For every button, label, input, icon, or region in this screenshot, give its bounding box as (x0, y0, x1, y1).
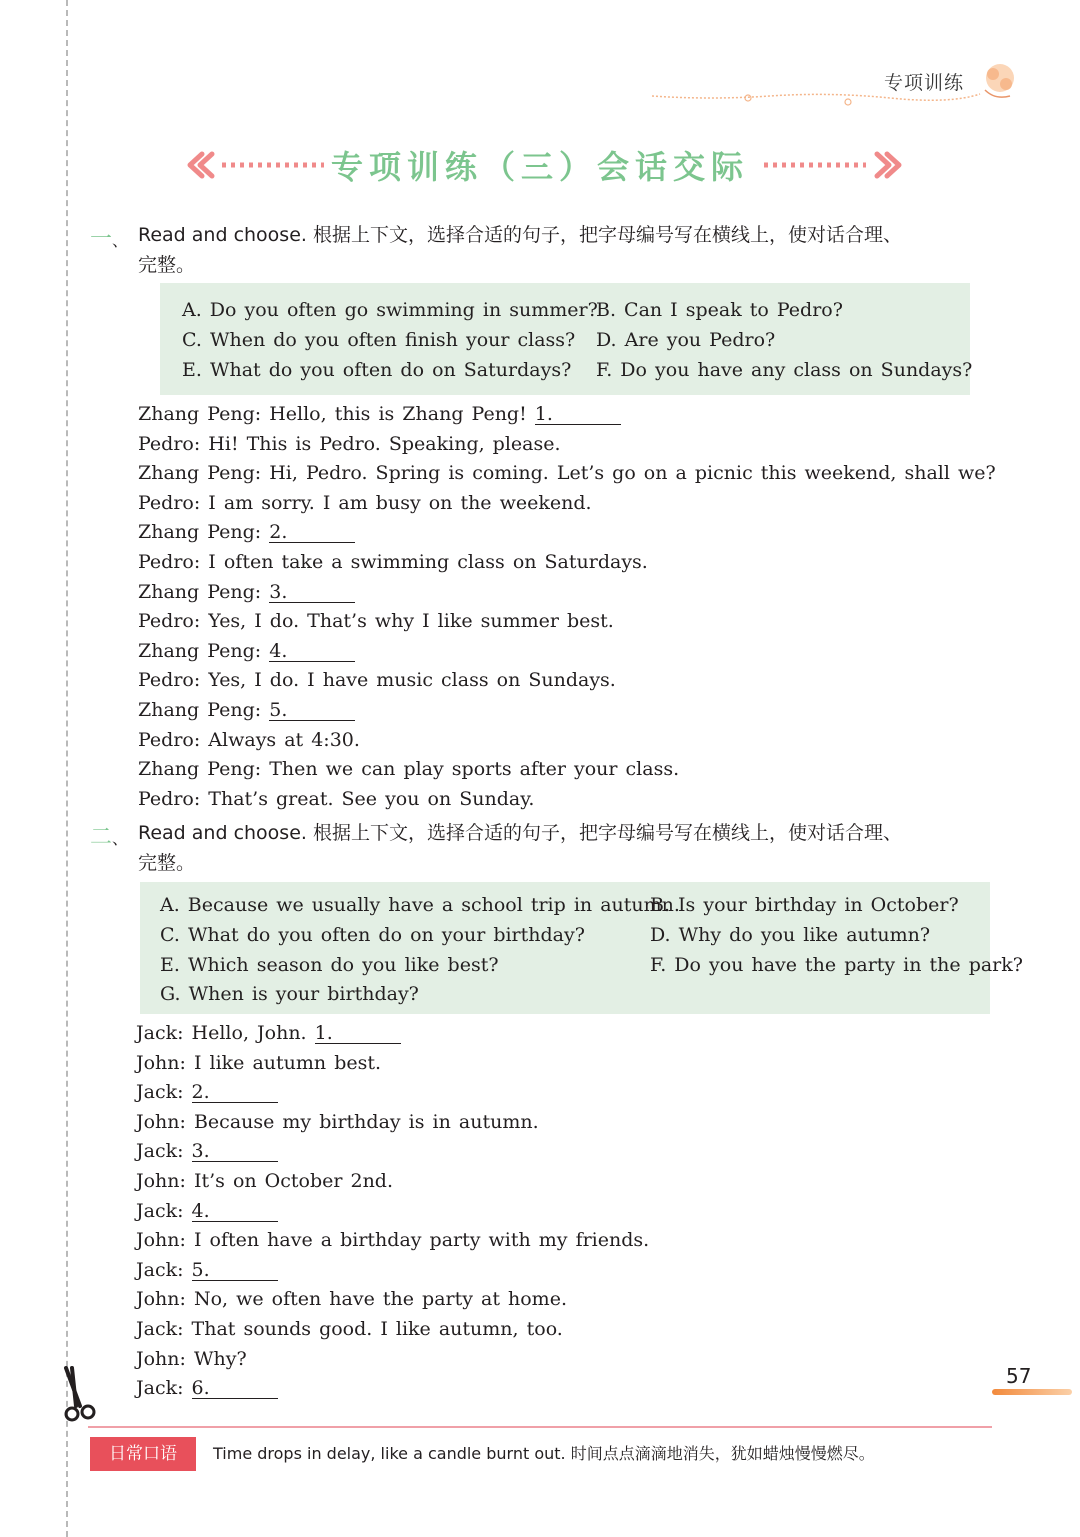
dialogue-text: Jack: (136, 1081, 192, 1104)
option-a: A. Do you often go swimming in summer? (182, 299, 598, 321)
dialogue-line (138, 755, 996, 785)
cut-line (66, 0, 68, 1537)
section-2-options-box (140, 882, 1023, 1014)
option-c: C. What do you often do on your birthday? (160, 924, 585, 946)
running-title: 专项训练 (884, 72, 965, 94)
answer-blank[interactable]: 3. (269, 582, 355, 603)
answer-blank[interactable]: 3. (192, 1141, 278, 1162)
dialogue-text: Pedro: Hi! This is Pedro. Speaking, please. (138, 432, 561, 455)
dialogue-line (138, 785, 996, 815)
answer-blank[interactable]: 2. (269, 522, 355, 543)
dialogue-text: John: Why? (136, 1347, 247, 1370)
answer-blank[interactable]: 5. (269, 700, 355, 721)
option-c: C. When do you often finish your class? (182, 329, 576, 351)
dialogue-text: Jack: (136, 1140, 192, 1163)
option-b: B. Can I speak to Pedro? (596, 299, 843, 321)
dialogue-text: John: I often have a birthday party with my friends. (136, 1229, 650, 1252)
option-d: D. Are you Pedro? (596, 329, 776, 351)
dialogue-text: Pedro: I am sorry. I am busy on the weekend. (138, 491, 592, 514)
dialogue-text: Zhang Peng: (138, 639, 270, 662)
dialogue-line (138, 607, 996, 637)
section-1-number: 一、 (90, 227, 129, 252)
dialogue-line (138, 518, 996, 548)
dialogue-text: Zhang Peng: (138, 698, 270, 721)
option-d: D. Why do you like autumn? (650, 924, 931, 946)
dialogue-line (136, 1374, 649, 1404)
dialogue-line (136, 1197, 649, 1227)
double-chevron-right-icon (760, 150, 905, 180)
dialogue-line (136, 1226, 649, 1256)
dialogue-text: Pedro: I often take a swimming class on Saturdays. (138, 550, 648, 573)
answer-blank[interactable]: 2. (192, 1082, 278, 1103)
dialogue-text: Zhang Peng: Hi, Pedro. Spring is coming. Let’s go on a picnic this weekend, shall we? (138, 462, 996, 485)
dialogue-text: Zhang Peng: Hello, this is Zhang Peng! (138, 403, 535, 425)
dialogue-text: Pedro: Always at 4:30. (138, 728, 360, 751)
dialogue-text: Zhang Peng: Then we can play sports after your class. (138, 758, 680, 781)
dialogue-line (138, 459, 996, 489)
dialogue-line (136, 1108, 649, 1138)
option-e: E. What do you often do on Saturdays? (182, 359, 572, 381)
dialogue-text: Jack: That sounds good. I like autumn, too. (136, 1317, 563, 1340)
section-1-instruction: Read and choose. 根据上下文，选择合适的句子，把字母编号写在横线上，使对话合理、 完整。 (138, 224, 902, 276)
option-f: F. Do you have any class on Sundays? (596, 359, 973, 381)
dialogue-line (138, 430, 996, 460)
dialogue-line (136, 1256, 649, 1286)
section-1-options-box (160, 283, 973, 395)
dialogue-line (136, 1019, 649, 1049)
section-2-dialogue (136, 1019, 649, 1404)
dialogue-text: Pedro: Yes, I do. That’s why I like summer best. (138, 610, 614, 633)
footer-quote: Time drops in delay, like a candle burnt out. 时间点点滴滴地消失，犹如蜡烛慢慢燃尽。 (213, 1444, 875, 1463)
dialogue-line (136, 1078, 649, 1108)
dialogue-text: Pedro: Yes, I do. I have music class on Sundays. (138, 669, 616, 692)
dialogue-line (138, 726, 996, 756)
section-2-number: 二、 (90, 825, 129, 850)
page-number-bar (992, 1389, 1072, 1395)
dialogue-line (136, 1167, 649, 1197)
answer-blank[interactable]: 5. (192, 1260, 278, 1281)
dialogue-line (136, 1315, 649, 1345)
dialogue-text: Jack: (136, 1199, 192, 1222)
dialogue-text: John: It’s on October 2nd. (136, 1169, 394, 1192)
dialogue-line (138, 548, 996, 578)
dialogue-text: Jack: (136, 1258, 192, 1281)
dialogue-text: John: No, we often have the party at home. (136, 1288, 567, 1311)
section-2-instruction: Read and choose. 根据上下文，选择合适的句子，把字母编号写在横线上，使对话合理、 完整。 (138, 822, 902, 874)
dialogue-line (136, 1137, 649, 1167)
scissors-icon (58, 1366, 104, 1426)
dialogue-text: Jack: Hello, John. (136, 1022, 315, 1044)
page-number: 57 (1006, 1364, 1032, 1388)
double-chevron-left-icon (184, 150, 329, 180)
answer-blank[interactable]: 1. (315, 1023, 401, 1044)
dialogue-text: Jack: (136, 1377, 192, 1400)
option-f: F. Do you have the party in the park? (650, 954, 1023, 976)
footer-divider (88, 1426, 992, 1428)
dialogue-line (138, 637, 996, 667)
dialogue-text: Zhang Peng: (138, 521, 270, 544)
option-a: A. Because we usually have a school trip in autumn. (160, 894, 680, 916)
section-1-dialogue (138, 400, 996, 814)
answer-blank[interactable]: 6. (192, 1378, 278, 1399)
header-flower-decoration (650, 58, 1030, 118)
answer-blank[interactable]: 4. (192, 1201, 278, 1222)
dialogue-text: John: I like autumn best. (136, 1051, 382, 1074)
dialogue-line (138, 666, 996, 696)
page-title: 专项训练（三）会话交际 (330, 148, 749, 186)
dialogue-line (138, 489, 996, 519)
dialogue-line (136, 1345, 649, 1375)
option-b: B. Is your birthday in October? (650, 894, 959, 916)
answer-blank[interactable]: 4. (269, 641, 355, 662)
dialogue-text: John: Because my birthday is in autumn. (136, 1110, 539, 1133)
option-g: G. When is your birthday? (160, 983, 419, 1005)
dialogue-text: Pedro: That’s great. See you on Sunday. (138, 787, 535, 810)
footer-tag: 日常口语 (90, 1437, 196, 1471)
dialogue-line (138, 578, 996, 608)
page-title-banner (180, 140, 900, 190)
dialogue-line (138, 400, 996, 430)
dialogue-line (136, 1285, 649, 1315)
dialogue-line (138, 696, 996, 726)
dialogue-line (136, 1049, 649, 1079)
dialogue-text: Zhang Peng: (138, 580, 270, 603)
option-e: E. Which season do you like best? (160, 954, 499, 976)
answer-blank[interactable]: 1. (535, 404, 621, 425)
